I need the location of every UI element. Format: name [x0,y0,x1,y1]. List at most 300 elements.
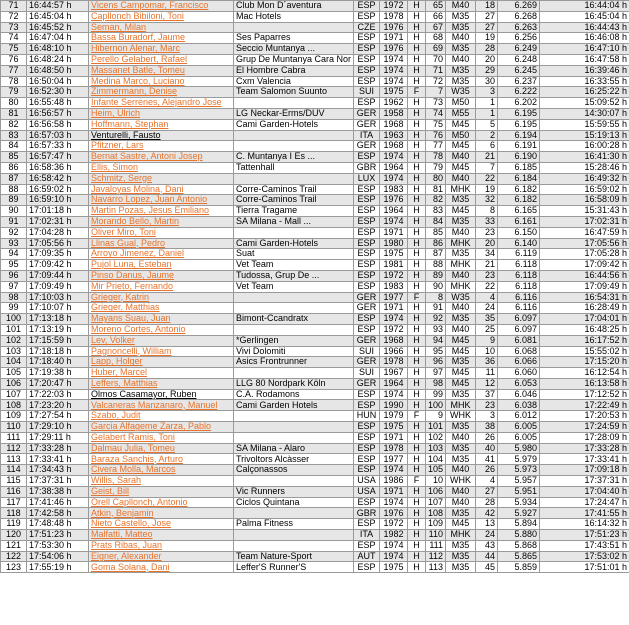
pace-cell: 6.012 [498,411,540,422]
category-cell: M45 [446,368,476,379]
category-cell: M35 [446,44,476,55]
runner-link[interactable]: Garcia Alfageme Zarza, Pablo [91,421,212,432]
category-cell: M35 [446,195,476,206]
category-cell: W35 [446,292,476,303]
category-cell: MHK [446,238,476,249]
runner-link[interactable]: Willis, Sarah [91,475,142,486]
pace-cell: 6.118 [498,270,540,281]
category-rank-cell: 23 [476,400,498,411]
category-rank-cell: 29 [476,65,498,76]
gender-rank-cell: 10 [426,476,446,487]
sex-cell: H [408,530,426,541]
net-time-cell: 17:09:42 h [540,260,629,271]
gender-rank-cell: 79 [426,162,446,173]
position-cell: 111 [1,432,27,443]
time-cell: 16:48:10 h [27,44,89,55]
time-cell: 17:33:28 h [27,443,89,454]
pace-cell: 5.880 [498,530,540,541]
club-cell [234,303,354,314]
runner-link[interactable]: Medina Marco, Luciano [91,76,185,86]
gender-rank-cell: 67 [426,22,446,33]
net-time-cell: 17:09:18 h [540,465,629,476]
country-cell: ESP [354,216,380,227]
runner-link[interactable]: Navarro Lopez, Juan Antonio [91,194,208,205]
runner-link[interactable]: Szabo, Judit [91,410,141,421]
pace-cell: 6.182 [498,195,540,206]
year-cell: 1964 [380,206,408,217]
year-cell: 1974 [380,497,408,508]
runner-link[interactable]: Llinas Gual, Pedro [91,238,166,248]
runner-link[interactable]: Mayans Suau, Juan [91,313,171,324]
year-cell: 1975 [380,249,408,260]
time-cell: 17:10:07 h [27,303,89,314]
runner-link[interactable]: Lev, Volker [91,335,135,345]
runner-link[interactable]: Baraza Sanchis, Arturo [91,453,184,464]
year-cell: 1980 [380,238,408,249]
runner-name-cell [89,443,234,454]
runner-link[interactable]: Heim, Ulrich [91,108,141,119]
gender-rank-cell: 71 [426,65,446,76]
time-cell: 17:29:11 h [27,432,89,443]
club-cell: Corre-Caminos Trail [234,184,354,195]
runner-link[interactable]: Eigner, Alexander [91,551,162,561]
category-rank-cell: 41 [476,454,498,465]
runner-link[interactable]: Vicens Campomar, Francisco [91,0,209,11]
runner-name-cell [89,422,234,433]
table-row [1,22,629,33]
gender-rank-cell: 84 [426,216,446,227]
runner-link[interactable]: Lapp, Holger [91,356,143,367]
country-cell: GBR [354,508,380,519]
position-cell: 96 [1,270,27,281]
country-cell: ESP [354,238,380,249]
year-cell: 1971 [380,303,408,314]
runner-link[interactable]: Pujol Luna, Esteban [91,259,172,270]
category-rank-cell: 22 [476,281,498,292]
runner-name-cell [89,87,234,98]
position-cell: 109 [1,411,27,422]
club-cell [234,324,354,335]
gender-rank-cell: 94 [426,335,446,346]
country-cell: ESP [354,76,380,87]
runner-link[interactable]: Hibernon Alenar, Marc [91,43,181,54]
runner-link[interactable]: Seman, Milan [91,22,147,32]
club-cell: C.A. Rodamons [234,389,354,400]
country-cell: ITA [354,530,380,541]
pace-cell: 6.182 [498,184,540,195]
sex-cell: H [408,184,426,195]
sex-cell: H [408,11,426,22]
club-cell: Asics Frontrunner [234,357,354,368]
category-cell: M35 [446,357,476,368]
runner-link[interactable]: Civera Molla, Marcos [91,464,176,475]
time-cell: 17:09:49 h [27,281,89,292]
club-cell: Vic Runners [234,486,354,497]
runner-link[interactable]: Bernat Sastre, Antoni Josep [91,151,203,162]
sex-cell: H [408,22,426,33]
position-cell: 102 [1,335,27,346]
sex-cell: H [408,195,426,206]
year-cell: 1966 [380,346,408,357]
runner-name-cell [89,292,234,303]
runner-link[interactable]: Moreno Cortes, Antonio [91,324,186,334]
year-cell: 1974 [380,152,408,163]
country-cell: ESP [354,389,380,400]
country-cell: ITA [354,130,380,141]
runner-name-cell [89,497,234,508]
category-rank-cell: 26 [476,432,498,443]
table-row [1,227,629,238]
club-cell: Tattenhall [234,162,354,173]
pace-cell: 6.005 [498,422,540,433]
net-time-cell: 17:33:41 h [540,454,629,465]
time-cell: 16:45:04 h [27,11,89,22]
category-rank-cell: 3 [476,411,498,422]
runner-link[interactable]: Grieger, Matthias [91,302,160,313]
runner-link[interactable]: Goma Solana, Dani [91,561,170,572]
runner-link[interactable]: Morando Bello, Martin [91,216,180,227]
country-cell: ESP [354,324,380,335]
category-cell: M35 [446,216,476,227]
pace-cell: 5.951 [498,486,540,497]
position-cell: 116 [1,486,27,497]
time-cell: 16:48:24 h [27,54,89,65]
gender-rank-cell: 66 [426,11,446,22]
runner-name-cell [89,22,234,33]
position-cell: 86 [1,162,27,173]
category-rank-cell: 22 [476,173,498,184]
country-cell: ESP [354,44,380,55]
category-cell: M35 [446,443,476,454]
time-cell: 17:34:43 h [27,465,89,476]
table-row [1,432,629,443]
gender-rank-cell: 76 [426,130,446,141]
runner-link[interactable]: Arroyo Jimenez, Daniel [91,248,185,259]
runner-link[interactable]: Martin Pozas, Jesus Emiliano [91,205,210,216]
runner-link[interactable]: Oliver Miro, Toni [91,227,156,237]
table-row [1,454,629,465]
net-time-cell: 17:02:31 h [540,216,629,227]
gender-rank-cell: 102 [426,432,446,443]
runner-link[interactable]: Valcaneras Manzanaro, Manuel [91,399,218,410]
runner-link[interactable]: Perello Gelabert, Rafael [91,54,188,65]
net-time-cell: 16:39:46 h [540,65,629,76]
sex-cell: H [408,486,426,497]
sex-cell: H [408,65,426,76]
table-row [1,389,629,400]
runner-name-cell [89,519,234,530]
net-time-cell: 17:05:28 h [540,249,629,260]
category-cell: M35 [446,508,476,519]
year-cell: 1974 [380,465,408,476]
runner-link[interactable]: Atkin, Benjamin [91,507,154,518]
sex-cell: H [408,400,426,411]
runner-name-cell [89,314,234,325]
gender-rank-cell: 72 [426,76,446,87]
runner-link[interactable]: Nieto Castello, Jose [91,518,172,529]
country-cell: ESP [354,562,380,573]
country-cell: ESP [354,270,380,281]
category-cell: M45 [446,519,476,530]
time-cell: 17:42:58 h [27,508,89,519]
sex-cell: F [408,476,426,487]
net-time-cell: 16:00:28 h [540,141,629,152]
pace-cell: 6.038 [498,400,540,411]
category-rank-cell: 4 [476,476,498,487]
category-cell: M55 [446,108,476,119]
position-cell: 79 [1,87,27,98]
time-cell: 16:44:57 h [27,1,89,12]
time-cell: 16:59:10 h [27,195,89,206]
year-cell: 1967 [380,368,408,379]
position-cell: 106 [1,378,27,389]
table-row [1,206,629,217]
country-cell: ESP [354,11,380,22]
club-cell [234,130,354,141]
position-cell: 117 [1,497,27,508]
time-cell: 17:13:19 h [27,324,89,335]
country-cell: ESP [354,422,380,433]
runner-link[interactable]: Schmitz, Serge [91,173,153,183]
gender-rank-cell: 97 [426,368,446,379]
gender-rank-cell: 93 [426,324,446,335]
net-time-cell: 16:47:58 h [540,54,629,65]
category-cell: MHK [446,184,476,195]
runner-name-cell [89,432,234,443]
category-cell: M40 [446,303,476,314]
country-cell: ESP [354,443,380,454]
runner-name-cell [89,65,234,76]
position-cell: 103 [1,346,27,357]
runner-name-cell [89,227,234,238]
position-cell: 99 [1,303,27,314]
runner-link[interactable]: Leffers, Matthias [91,378,158,388]
gender-rank-cell: 85 [426,227,446,238]
net-time-cell: 15:55:02 h [540,346,629,357]
time-cell: 17:15:59 h [27,335,89,346]
runner-link[interactable]: Infante Serrenes, Alejandro Jose [91,97,222,108]
category-rank-cell: 18 [476,1,498,12]
time-cell: 17:54:06 h [27,551,89,562]
position-cell: 115 [1,476,27,487]
country-cell: ESP [354,1,380,12]
runner-link[interactable]: Venturelli, Fausto [91,130,161,140]
runner-link[interactable]: Grieger, Katrin [91,292,150,302]
category-rank-cell: 43 [476,540,498,551]
pace-cell: 6.268 [498,11,540,22]
time-cell: 17:10:03 h [27,292,89,303]
table-row [1,76,629,87]
gender-rank-cell: 73 [426,98,446,109]
club-cell: Cami Garden-Hotels [234,238,354,249]
category-cell: M40 [446,173,476,184]
net-time-cell: 15:09:52 h [540,98,629,109]
runner-link[interactable]: Javaloyas Molina, Dani [91,184,184,194]
sex-cell: H [408,141,426,152]
pace-cell: 6.202 [498,98,540,109]
club-cell: LLG 80 Nordpark Köln [234,378,354,389]
position-cell: 81 [1,108,27,119]
runner-link[interactable]: Ellis, Simon [91,162,139,173]
category-rank-cell: 13 [476,519,498,530]
club-cell: Vet Team [234,260,354,271]
pace-cell: 6.150 [498,227,540,238]
pace-cell: 6.195 [498,119,540,130]
club-cell: Calçonassos [234,465,354,476]
position-cell: 90 [1,206,27,217]
runner-link[interactable]: Gelabert Ramis, Toni [91,432,175,442]
runner-link[interactable]: Pinso Danus, Jaume [91,270,175,281]
net-time-cell: 16:25:22 h [540,87,629,98]
table-row [1,335,629,346]
runner-link[interactable]: Hoffmann, Stephan [91,119,169,129]
position-cell: 76 [1,54,27,65]
net-time-cell: 16:13:58 h [540,378,629,389]
gender-rank-cell: 98 [426,378,446,389]
gender-rank-cell: 9 [426,411,446,422]
sex-cell: H [408,249,426,260]
net-time-cell: 17:43:51 h [540,540,629,551]
runner-link[interactable]: Pfitzner, Lars [91,140,144,151]
time-cell: 16:47:04 h [27,33,89,44]
runner-name-cell [89,281,234,292]
position-cell: 121 [1,540,27,551]
country-cell: GER [354,108,380,119]
pace-cell: 6.116 [498,303,540,314]
gender-rank-cell: 86 [426,238,446,249]
net-time-cell: 17:41:55 h [540,508,629,519]
pace-cell: 6.191 [498,141,540,152]
category-rank-cell: 32 [476,195,498,206]
time-cell: 16:52:30 h [27,87,89,98]
country-cell: ESP [354,540,380,551]
net-time-cell: 17:24:59 h [540,422,629,433]
year-cell: 1971 [380,486,408,497]
runner-link[interactable]: Malfatti, Matteo [91,529,153,540]
runner-link[interactable]: Prats Ribas, Juan [91,540,163,550]
table-row [1,141,629,152]
runner-link[interactable]: Pagnoncelli, William [91,346,172,356]
sex-cell: H [408,378,426,389]
sex-cell: H [408,562,426,573]
category-rank-cell: 27 [476,486,498,497]
net-time-cell: 17:24:47 h [540,497,629,508]
time-cell: 16:45:52 h [27,22,89,33]
gender-rank-cell: 92 [426,314,446,325]
table-row [1,292,629,303]
sex-cell: H [408,33,426,44]
table-row [1,281,629,292]
year-cell: 1979 [380,411,408,422]
club-cell: Team Nature-Sport [234,551,354,562]
country-cell: ESP [354,65,380,76]
club-cell [234,476,354,487]
club-cell [234,292,354,303]
runner-name-cell [89,1,234,12]
pace-cell: 5.934 [498,497,540,508]
table-row [1,508,629,519]
category-cell: M35 [446,314,476,325]
category-rank-cell: 27 [476,22,498,33]
time-cell: 17:29:10 h [27,422,89,433]
club-cell: Trivoltors Alcàsser [234,454,354,465]
runner-link[interactable]: Capllonch Bibiloni, Toni [91,11,184,21]
pace-cell: 6.046 [498,389,540,400]
time-cell: 16:55:48 h [27,98,89,109]
position-cell: 85 [1,152,27,163]
category-cell: M40 [446,432,476,443]
pace-cell: 5.973 [498,465,540,476]
sex-cell: H [408,443,426,454]
sex-cell: H [408,540,426,551]
country-cell: ESP [354,98,380,109]
runner-link[interactable]: Dalmau Julia, Tomeu [91,443,175,453]
pace-cell: 5.927 [498,508,540,519]
time-cell: 17:51:23 h [27,530,89,541]
time-cell: 16:57:03 h [27,130,89,141]
country-cell: ESP [354,260,380,271]
runner-name-cell [89,130,234,141]
year-cell: 1972 [380,519,408,530]
table-row [1,108,629,119]
position-cell: 118 [1,508,27,519]
category-cell: M35 [446,389,476,400]
runner-link[interactable]: Massanet Batle, Tomeu [91,65,185,75]
category-rank-cell: 19 [476,33,498,44]
position-cell: 84 [1,141,27,152]
country-cell: USA [354,486,380,497]
runner-link[interactable]: Bassa Buradorf, Jaume [91,32,186,43]
sex-cell: H [408,422,426,433]
country-cell: ESP [354,33,380,44]
year-cell: 1975 [380,422,408,433]
runner-link[interactable]: Geist, Bill [91,486,130,496]
country-cell: GER [354,292,380,303]
club-cell: LG Neckar-Erms/DUV [234,108,354,119]
club-cell: Vivi Dolomiti [234,346,354,357]
year-cell: 1974 [380,54,408,65]
runner-link[interactable]: Orell Capllonch, Antonio [91,497,188,507]
table-row [1,519,629,530]
runner-link[interactable]: Zimmermann, Denise [91,86,178,97]
table-row [1,497,629,508]
pace-cell: 6.097 [498,314,540,325]
category-cell: M40 [446,152,476,163]
runner-name-cell [89,33,234,44]
category-rank-cell: 21 [476,260,498,271]
sex-cell: H [408,335,426,346]
gender-rank-cell: 110 [426,530,446,541]
runner-link[interactable]: Mir Prieto, Fernando [91,281,174,291]
year-cell: 1976 [380,22,408,33]
net-time-cell: 17:33:28 h [540,443,629,454]
pace-cell: 6.194 [498,130,540,141]
club-cell [234,540,354,551]
pace-cell: 6.248 [498,54,540,65]
runner-name-cell [89,389,234,400]
runner-link[interactable]: Huber, Marcel [91,367,148,378]
table-row [1,540,629,551]
sex-cell: H [408,346,426,357]
table-row [1,11,629,22]
runner-link[interactable]: Olmos Casamayor, Ruben [91,389,197,399]
category-rank-cell: 23 [476,227,498,238]
country-cell: ESP [354,152,380,163]
runner-name-cell [89,411,234,422]
category-rank-cell: 28 [476,44,498,55]
runner-name-cell [89,184,234,195]
gender-rank-cell: 69 [426,44,446,55]
